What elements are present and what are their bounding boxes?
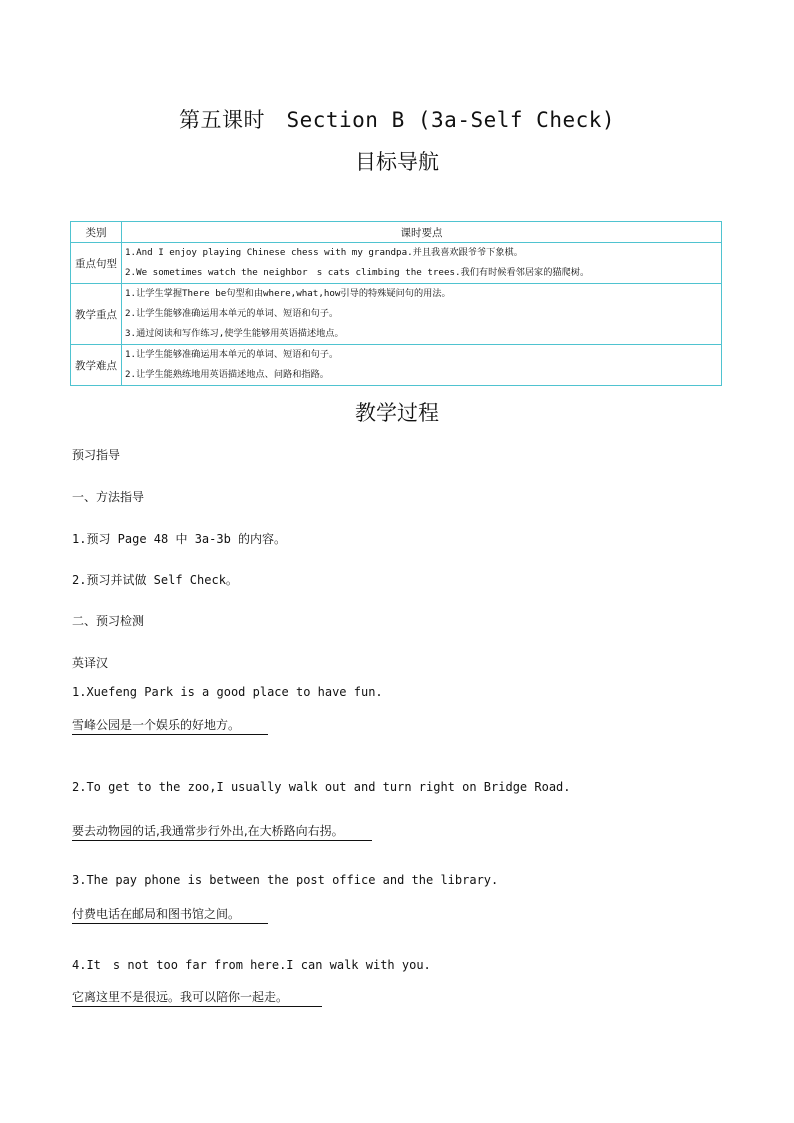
point-line: 1.让学生掌握There be句型和由where,what,how引导的特殊疑问句的用法。 — [125, 288, 451, 299]
chinese-answer: 它离这里不是很远。我可以陪你一起走。 — [72, 988, 322, 1007]
preview-guide-label: 预习指导 — [72, 448, 121, 462]
row-points — [122, 243, 722, 284]
point-line: 2.让学生能熟练地用英语描述地点、问路和指路。 — [125, 369, 329, 380]
method-item: 2.预习并试做 Self Check。 — [72, 573, 238, 587]
check-heading: 二、预习检测 — [72, 614, 145, 628]
point-line: 2.让学生能够准确运用本单元的单词、短语和句子。 — [125, 308, 339, 319]
english-sentence: 1.Xuefeng Park is a good place to have fun. — [72, 685, 383, 699]
point-line: 2.We sometimes watch the neighbor s cats climbing the trees.我们有时候看邻居家的猫爬树。 — [125, 267, 590, 278]
row-category: 教学重点 — [71, 284, 122, 345]
chinese-answer: 要去动物园的话,我通常步行外出,在大桥路向右拐。 — [72, 822, 372, 841]
goal-navigation-title: 目标导航 — [355, 150, 439, 174]
english-sentence: 2.To get to the zoo,I usually walk out and turn right on Bridge Road. — [72, 780, 571, 794]
header-category: 类别 — [71, 222, 122, 243]
method-heading: 一、方法指导 — [72, 490, 145, 504]
teaching-process-heading: 教学过程 — [355, 401, 439, 425]
english-sentence: 3.The pay phone is between the post office and the library. — [72, 873, 499, 887]
point-line: 3.通过阅读和写作练习,使学生能够用英语描述地点。 — [125, 328, 344, 339]
table-row — [71, 284, 722, 345]
lesson-points-table — [70, 221, 722, 386]
table-row — [71, 345, 722, 386]
table-row — [71, 243, 722, 284]
point-line: 1.And I enjoy playing Chinese chess with my grandpa.并且我喜欢跟爷爷下象棋。 — [125, 247, 523, 258]
table-header-row — [71, 222, 722, 243]
row-points — [122, 345, 722, 386]
row-points — [122, 284, 722, 345]
header-points: 课时要点 — [122, 222, 722, 243]
lesson-title: 第五课时 Section B (3a-Self Check) — [178, 108, 616, 132]
row-category: 重点句型 — [71, 243, 122, 284]
row-category: 教学难点 — [71, 345, 122, 386]
translate-heading: 英译汉 — [72, 656, 109, 670]
chinese-answer: 付费电话在邮局和图书馆之间。 — [72, 905, 268, 924]
english-sentence: 4.It s not too far from here.I can walk with you. — [72, 958, 431, 972]
method-item: 1.预习 Page 48 中 3a-3b 的内容。 — [72, 532, 287, 546]
chinese-answer: 雪峰公园是一个娱乐的好地方。 — [72, 716, 268, 735]
point-line: 1.让学生能够准确运用本单元的单词、短语和句子。 — [125, 349, 339, 360]
